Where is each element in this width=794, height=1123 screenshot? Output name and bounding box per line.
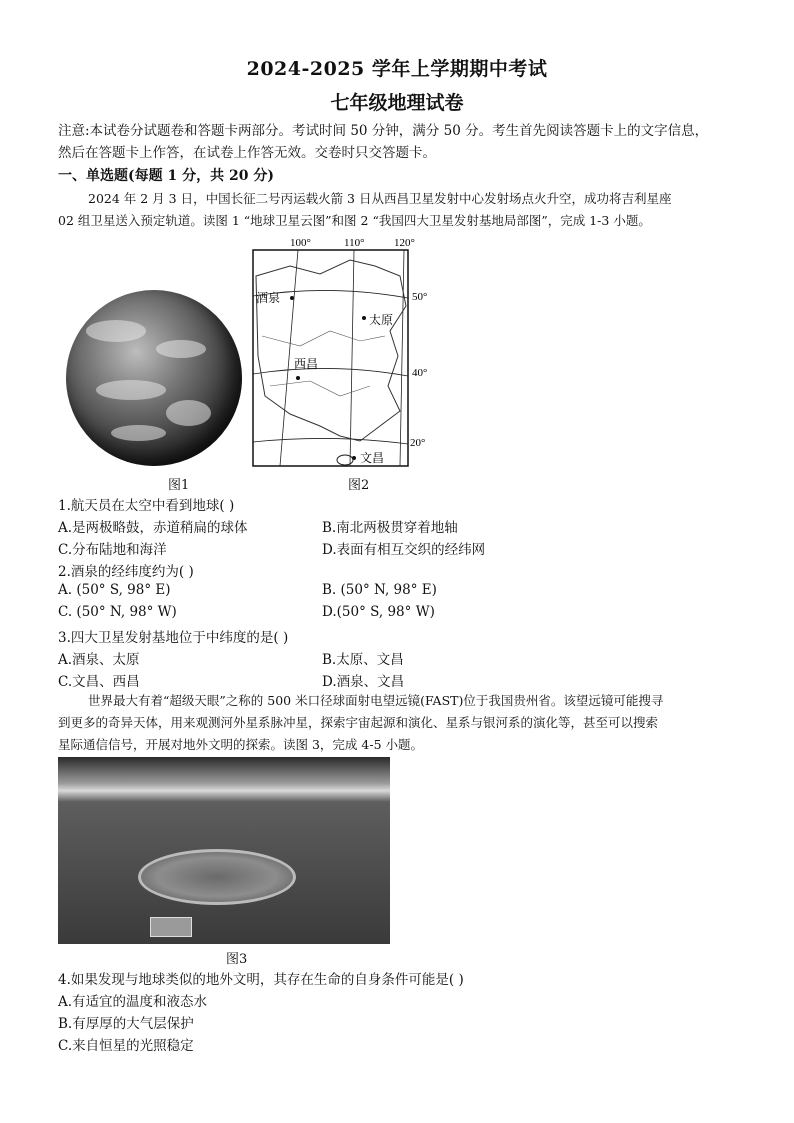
taiyuan-dot [362,316,366,320]
passage-2-line-1: 世界最大有着“超级天眼”之称的 500 米口径球面射电望远镜(FAST)位于我国贵州省。该望远镜可能搜寻 [88,693,664,708]
xichang-dot [296,376,300,380]
figure-3-caption: 图3 [226,952,248,967]
question-3-option-b: B.太原、文昌 [322,652,404,668]
question-3-option-d: D.酒泉、文昌 [322,674,405,690]
passage-1-line-2: 02 组卫星送入预定轨道。读图 1 “地球卫星云图”和图 2 “我国四大卫星发射基地局部图”，完成 1-3 小题。 [58,213,651,228]
jiuquan-dot [290,296,294,300]
question-4-stem: 4.如果发现与地球类似的地外文明，其存在生命的自身条件可能是( ) [58,972,464,988]
lat-label-40: 40° [412,367,428,379]
lat-label-20: 20° [410,437,426,449]
notice-line-2: 然后在答题卡上作答，在试卷上作答无效。交卷时只交答题卡。 [58,145,436,161]
figure-1-caption: 图1 [168,478,190,493]
question-1-option-c: C.分布陆地和海洋 [58,542,167,558]
page-title: 2024-2025 学年上学期期中考试 [246,58,548,80]
place-xichang: 西昌 [294,357,319,371]
fast-telescope-photo [58,757,390,944]
wenchang-dot [352,456,356,460]
place-taiyuan: 太原 [369,313,394,327]
place-jiuquan: 酒泉 [256,291,281,305]
lon-label-120: 120° [394,237,415,249]
china-launch-sites-map [250,236,430,468]
lon-label-110: 110° [344,237,365,249]
page-subtitle: 七年级地理试卷 [330,92,464,114]
passage-1-line-1: 2024 年 2 月 3 日，中国长征二号丙运载火箭 3 日从西昌卫星发射中心发射场点火升空，成功将吉利星座 [88,191,672,206]
question-2-stem: 2.酒泉的经纬度约为( ) [58,564,194,580]
section-title: 一、单选题(每题 1 分，共 20 分) [58,168,274,184]
earth-cloud-image [66,290,242,466]
question-3-option-a: A.酒泉、太原 [58,652,140,668]
question-3-option-c: C.文昌、西昌 [58,674,140,690]
passage-2-line-2: 到更多的奇异天体，用来观测河外星系脉冲星，探索宇宙起源和演化、星系与银河系的演化等，甚至可以搜索 [58,715,659,730]
question-4-option-b: B.有厚厚的大气层保护 [58,1016,194,1032]
question-4-option-c: C.来自恒星的光照稳定 [58,1038,194,1054]
question-2-option-c: C. (50° N, 98° W) [58,604,177,620]
question-2-option-d: D.(50° S, 98° W) [322,604,435,620]
question-2-option-b: B. (50° N, 98° E) [322,582,437,598]
question-1-option-d: D.表面有相互交织的经纬网 [322,542,486,558]
lat-label-50: 50° [412,291,428,303]
question-4-option-a: A.有适宜的温度和液态水 [58,994,208,1010]
question-2-option-a: A. (50° S, 98° E) [58,582,171,598]
question-3-stem: 3.四大卫星发射基地位于中纬度的是( ) [58,630,289,646]
passage-2-line-3: 星际通信信号，开展对地外文明的探索。读图 3，完成 4-5 小题。 [58,737,424,752]
figure-2-caption: 图2 [348,478,370,493]
place-wenchang: 文昌 [360,451,385,465]
question-1-option-b: B.南北两极贯穿着地轴 [322,520,458,536]
question-1-option-a: A.是两极略鼓，赤道稍扁的球体 [58,520,248,536]
notice-line-1: 注意:本试卷分试题卷和答题卡两部分。考试时间 50 分钟，满分 50 分。考生首先阅读答题卡上的文字信息， [58,123,709,139]
question-1-stem: 1.航天员在太空中看到地球( ) [58,498,235,514]
lon-label-100: 100° [290,237,311,249]
